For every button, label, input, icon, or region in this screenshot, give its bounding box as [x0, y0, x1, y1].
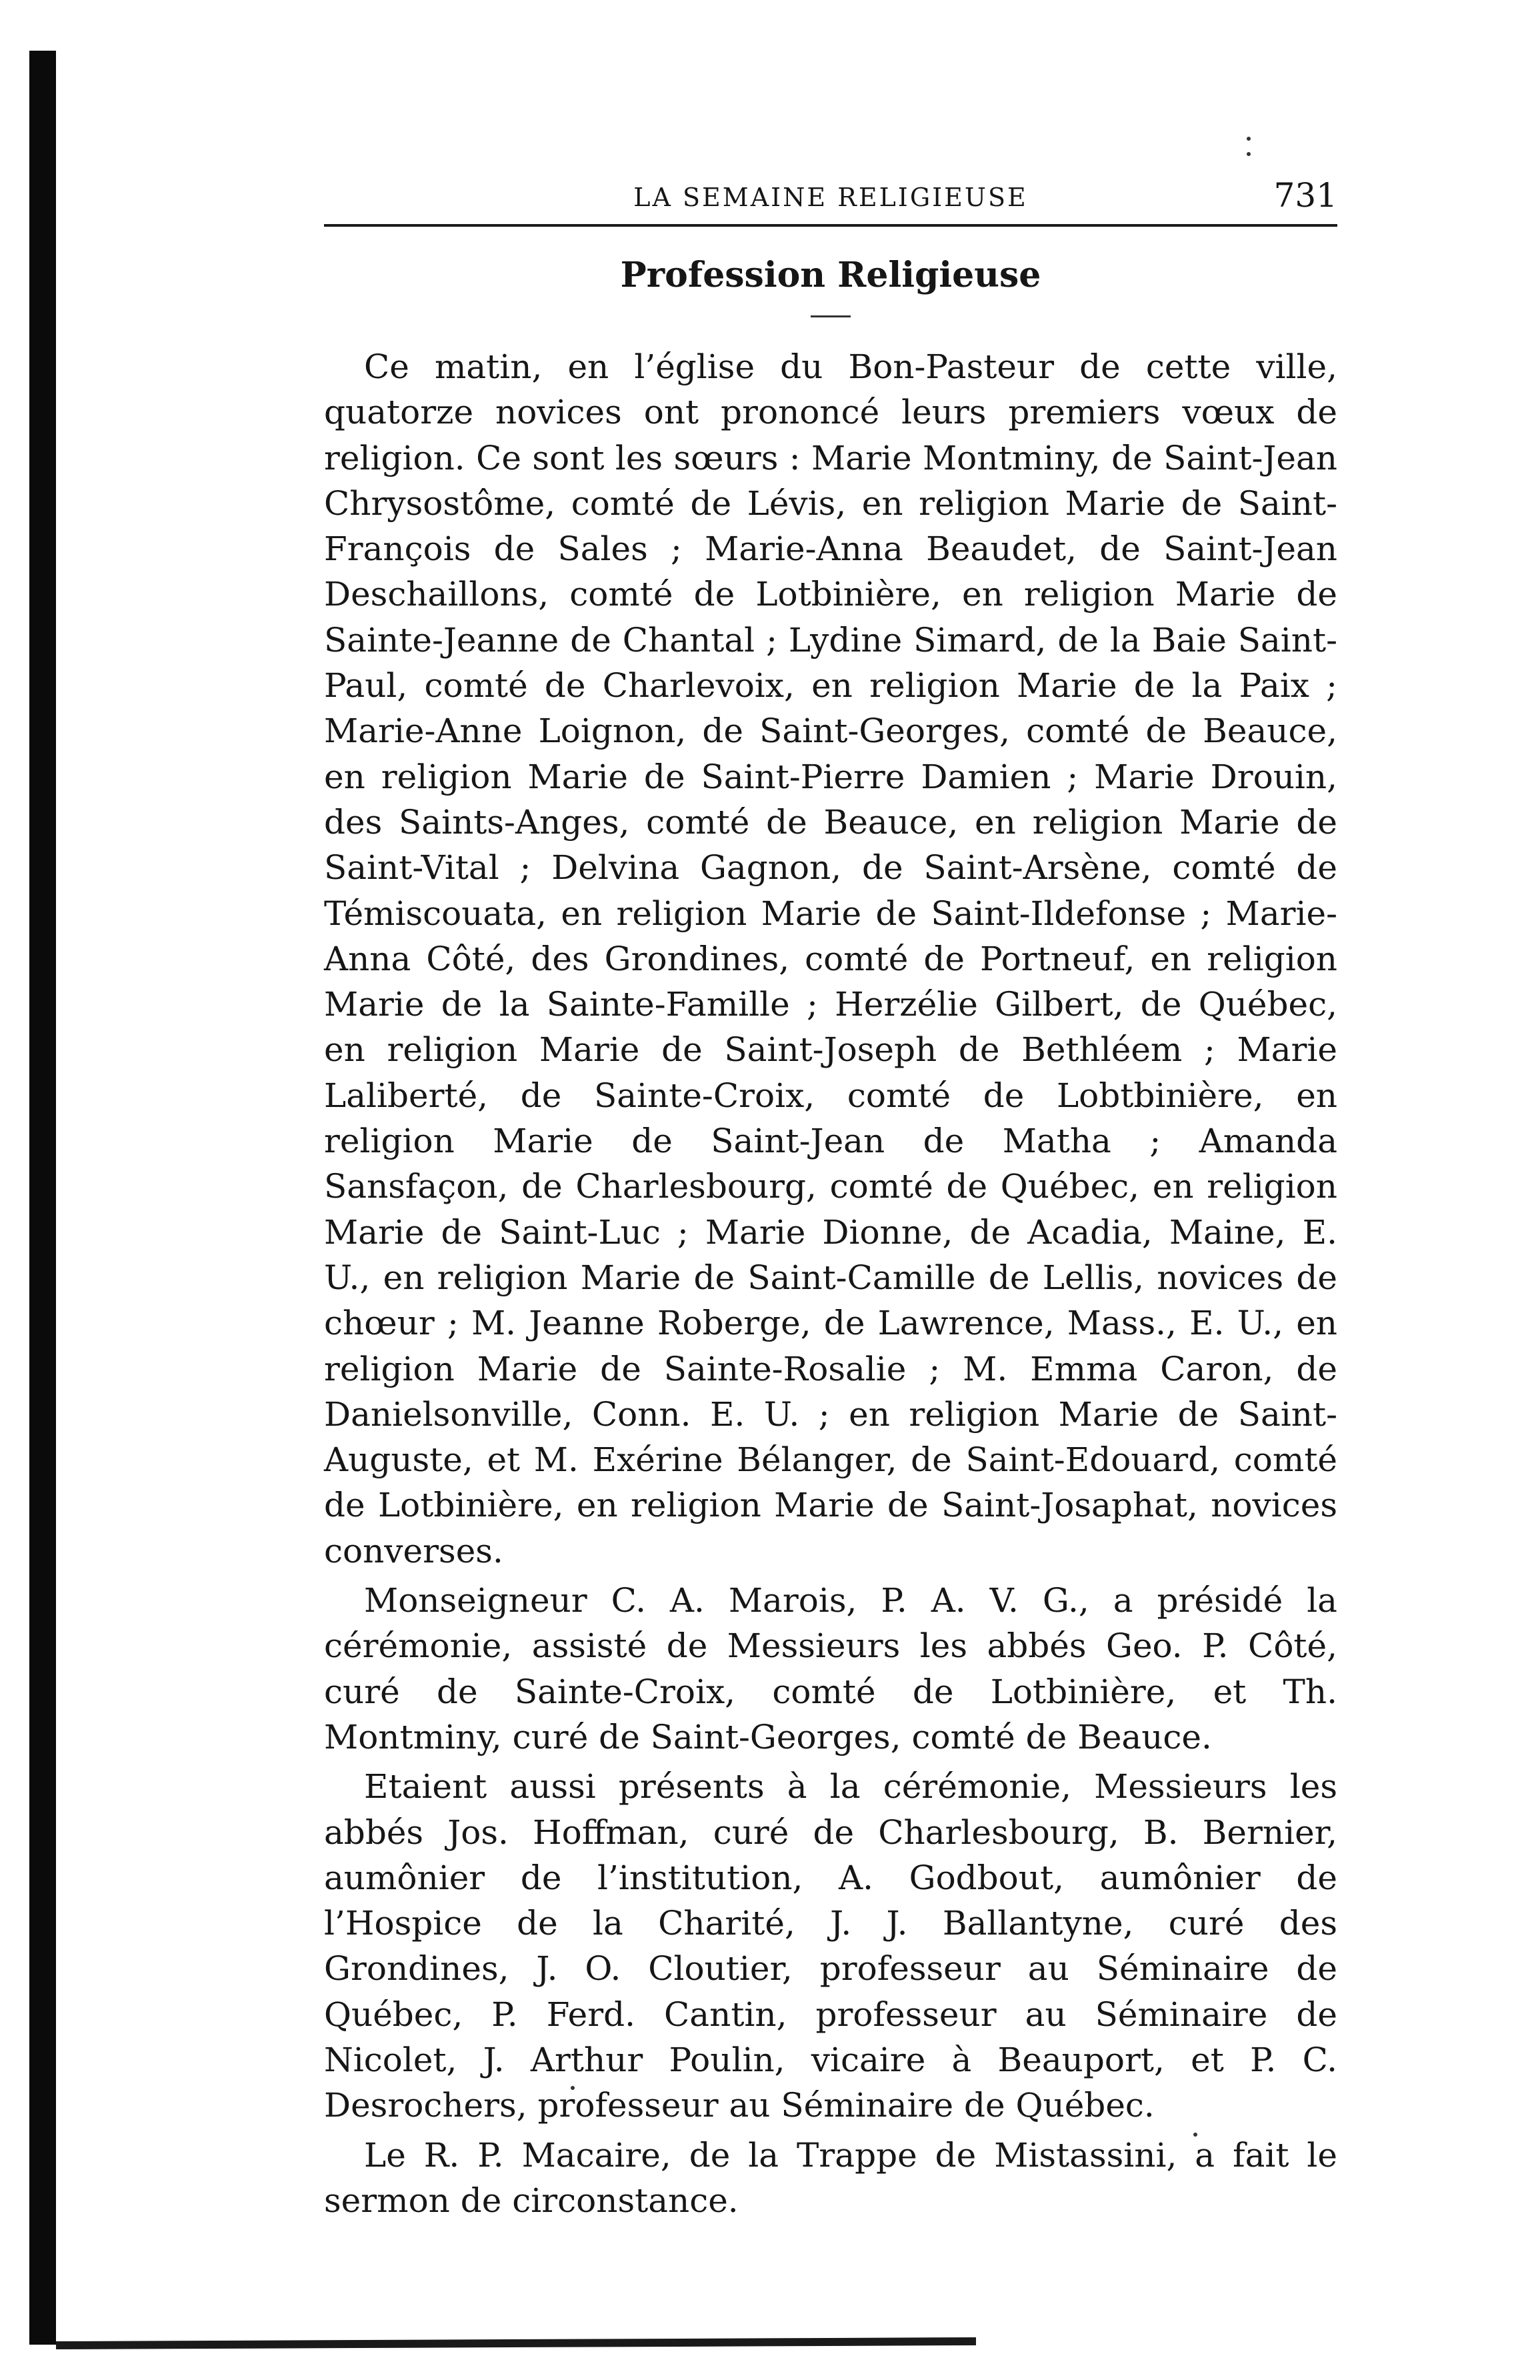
- paragraph-attendees: Etaient aussi présents à la cérémonie, Messieurs les abbés Jos. Hoffman, curé de Charlesbourg, B. Bernier, aumônier de l’institution, A. Godbout, aumônier de l’Hospice de la Charité, J. J. Ballantyne, curé des Grondines, J. O. Cloutier, professeur au Séminaire de Québec, P. Ferd. Cantin, professeur au Séminaire de Nicolet, J. Arthur Poulin, vicaire à Beauport, et P. C. Desrochers, professeur au Séminaire de Québec.: [324, 1767, 1337, 2125]
- running-title: LA SEMAINE RELIGIEUSE: [633, 183, 1028, 212]
- running-header: [324, 167, 1337, 220]
- article-title: Profession Religieuse: [620, 255, 1041, 295]
- header-rule: [324, 224, 1337, 227]
- page-number: 731: [1273, 176, 1337, 215]
- scan-speck: [1247, 137, 1251, 141]
- scan-bottom-line: [56, 2337, 976, 2349]
- scan-binding-edge: [29, 51, 56, 2345]
- paragraph-novices: Ce matin, en l’église du Bon-Pasteur de cette ville, quatorze novices ont prononcé leurs premiers vœux de religion. Ce sont les sœurs : Marie Montminy, de Saint-Jean Chrysostôme, comté de Lévis, en religion Marie de Saint-François de Sales ; Marie-Anna Beaudet, de Saint-Jean Deschaillons, comté de Lotbinière, en religion Marie de Sainte-Jeanne de Chantal ; Lydine Simard, de la Baie Saint-Paul, comté de Charlevoix, en religion Marie de la Paix ; Marie-Anne Loignon, de Saint-Georges, comté de Beauce, en religion Marie de Saint-Pierre Damien ; Marie Drouin, des Saints-Anges, comté de Beauce, en religion Marie de Saint-Vital ; Delvina Gagnon, de Saint-Arsène, comté de Témiscouata, en religion Marie de Saint-Ildefonse ; Marie-Anna Côté, des Grondines, comté de Portneuf, en religion Marie de la Sainte-Famille ; Herzélie Gilbert, de Québec, en religion Marie de Saint-Joseph de Bethléem ; Marie Laliberté, de Sainte-Croix, comté de Lobtbinière, en religion Marie de Saint-Jean de Matha ; Amanda Sansfaçon, de Charlesbourg, comté de Québec, en religion Marie de Saint-Luc ; Marie Dionne, de Acadia, Maine, E. U., en religion Marie de Saint-Camille de Lellis, novices de chœur ; M. Jeanne Roberge, de Lawrence, Mass., E. U., en religion Marie de Sainte-Rosalie ; M. Emma Caron, de Danielsonville, Conn. E. U. ; en religion Marie de Saint-Auguste, et M. Exérine Bélanger, de Saint-Edouard, comté de Lotbinière, en religion Marie de Saint-Josaphat, novices converses.: [324, 347, 1337, 1570]
- paragraph-presiding: Monseigneur C. A. Marois, P. A. V. G., a présidé la cérémonie, assisté de Messieurs les abbés Geo. P. Côté, curé de Sainte-Croix, comté de Lotbinière, et Th. Montminy, curé de Saint-Georges, comté de Beauce.: [324, 1581, 1337, 1756]
- paragraph-sermon: Le R. P. Macaire, de la Trappe de Mistassini, a fait le sermon de circonstance.: [324, 2135, 1337, 2220]
- scan-speck: [1247, 152, 1251, 156]
- title-separator: [811, 315, 851, 317]
- document-page: [324, 167, 1337, 2227]
